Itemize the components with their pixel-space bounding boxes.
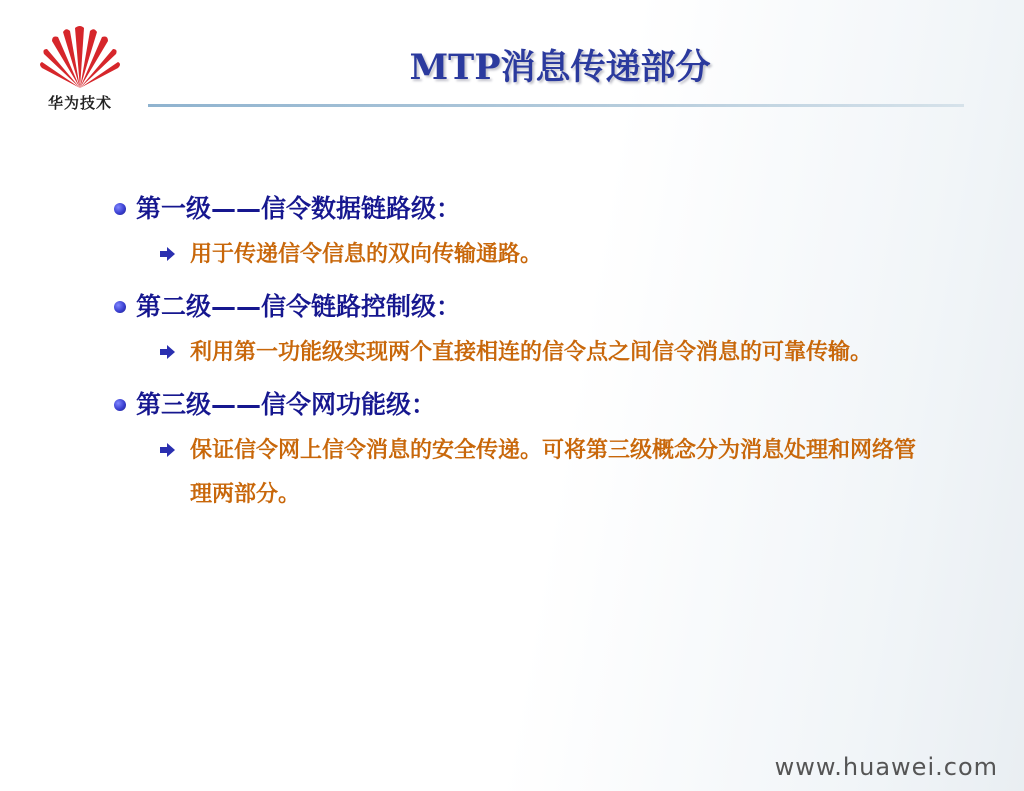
bullet-detail-text: 保证信令网上信令消息的安全传递。可将第三级概念分为消息处理和网络管理两部分。 (190, 437, 917, 507)
bullet-dot-icon (114, 301, 126, 313)
arrow-right-icon (158, 441, 176, 459)
bullet-level-3 (112, 382, 942, 428)
arrow-right-icon (158, 245, 176, 263)
bullet-detail (112, 232, 930, 276)
bullet-heading: 第三级——信令网功能级： (136, 390, 437, 419)
bullet-heading: 第二级——信令链路控制级： (136, 292, 462, 321)
bullet-detail-text: 利用第一功能级实现两个直接相连的信令点之间信令消息的可靠传输。 (190, 339, 873, 365)
logo-text: 华为技术 (47, 94, 112, 112)
footer-url: www.huawei.com (774, 753, 998, 781)
bullet-level-1 (112, 186, 942, 232)
bullet-list (112, 186, 942, 524)
bullet-level-2 (112, 284, 942, 330)
bullet-detail (112, 330, 930, 374)
bullet-heading: 第一级——信令数据链路级： (136, 194, 462, 223)
bullet-dot-icon (114, 399, 126, 411)
page-title: MTP消息传递部分 (409, 47, 711, 88)
bullet-detail (112, 428, 930, 516)
bullet-dot-icon (114, 203, 126, 215)
arrow-right-icon (158, 343, 176, 361)
title-divider (148, 104, 964, 107)
bullet-detail-text: 用于传递信令信息的双向传输通路。 (190, 241, 543, 267)
